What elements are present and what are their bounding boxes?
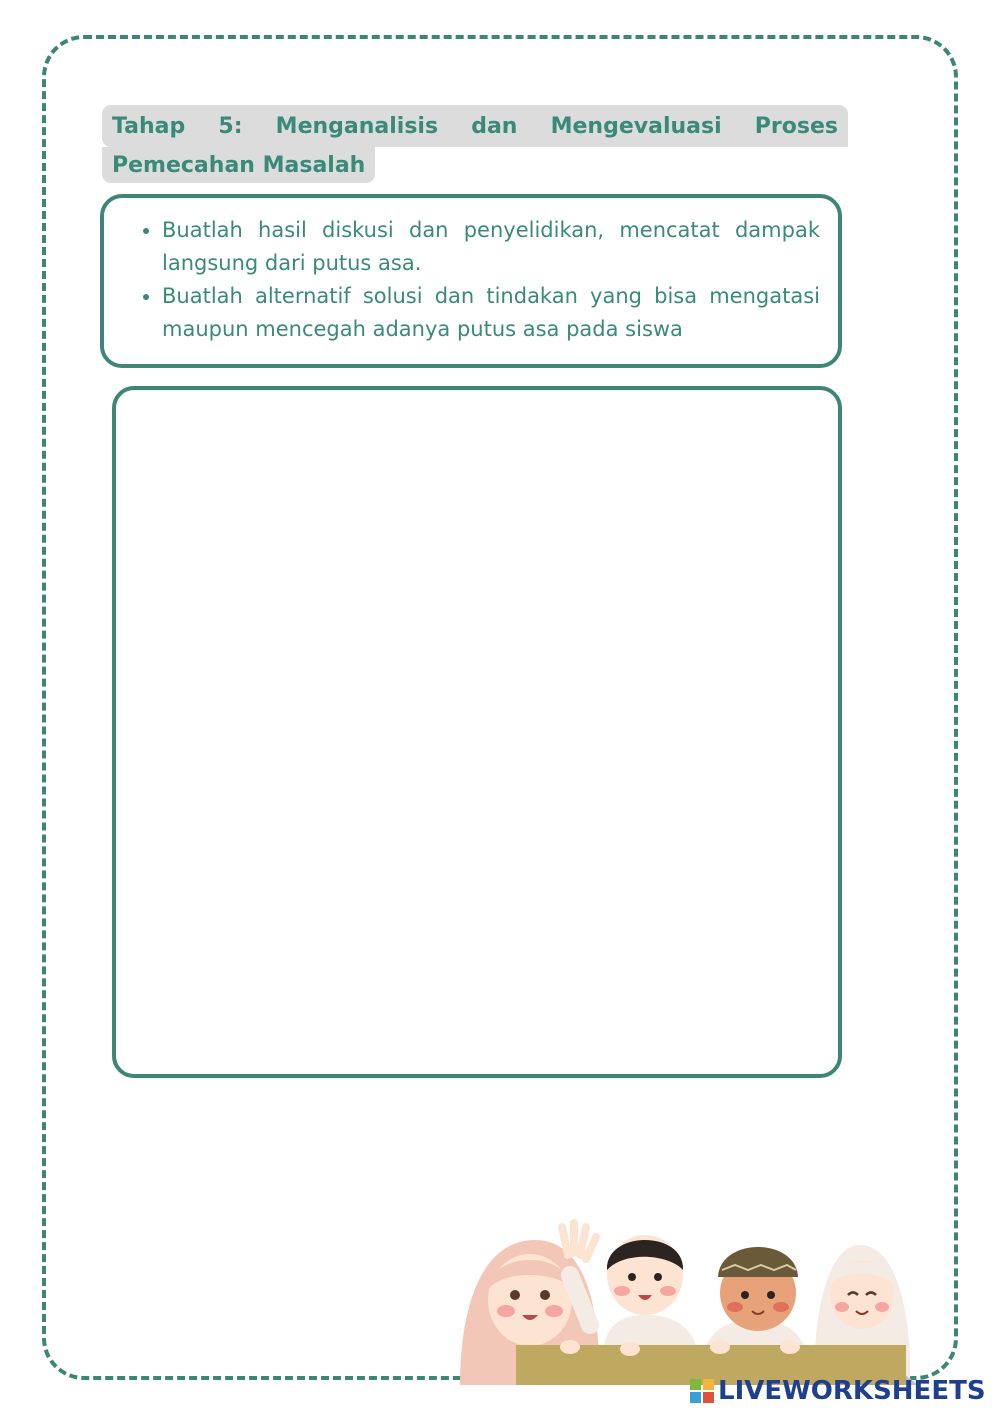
- title-word: Proses: [754, 113, 838, 139]
- title-word: dan: [471, 113, 518, 139]
- answer-box[interactable]: [112, 386, 842, 1078]
- liveworksheets-brand[interactable]: [690, 1374, 986, 1408]
- instructions-box: [100, 194, 842, 368]
- section-title: [102, 105, 848, 147]
- liveworksheets-logo-icon: [690, 1379, 714, 1403]
- title-word: Menganalisis: [275, 113, 439, 139]
- title-word: 5:: [218, 113, 243, 139]
- title-word: Mengevaluasi: [550, 113, 722, 139]
- section-title-continued: Pemecahan Masalah: [102, 147, 375, 183]
- instruction-item: • Buatlah alternatif solusi dan tindakan yang bisa mengatasi maupun mencegah adanya putus asa pada siswa: [162, 280, 820, 346]
- instructions-list: [104, 214, 820, 346]
- brand-name: LIVEWORKSHEETS: [718, 1376, 986, 1406]
- title-word: Tahap: [112, 113, 186, 139]
- instruction-item: • Buatlah hasil diskusi dan penyelidikan, mencatat dampak langsung dari putus asa.: [162, 214, 820, 280]
- children-illustration: [450, 1215, 920, 1385]
